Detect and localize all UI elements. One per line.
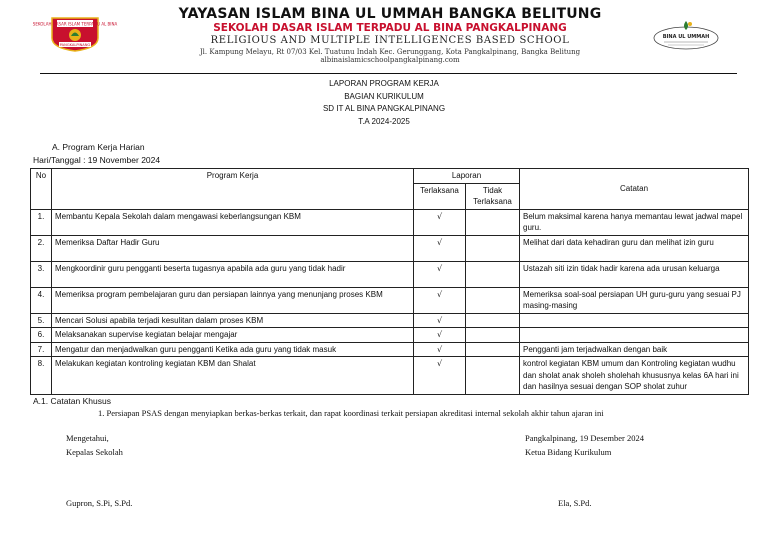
check-mark: √: [414, 209, 466, 235]
program-table: [30, 168, 749, 395]
row-catatan: Memeriksa soal-soal persiapan UH guru-guru yang sesuai PJ masing-masing: [520, 287, 749, 313]
row-program: Mencari Solusi apabila terjadi kesulitan dalam proses KBM: [52, 313, 414, 328]
letterhead-divider: [40, 73, 737, 74]
foundation-logo: [652, 18, 720, 52]
table-row: [31, 287, 749, 313]
table-row: [31, 357, 749, 395]
school-address: Jl. Kampung Melayu, Rt 07/03 Kel. Tuatunu Indah Kec. Gerunggang, Kota Pangkalpinang, Bangka Belitung: [199, 48, 581, 56]
row-catatan: Belum maksimal karena hanya memantau lewat jadwal mapel guru.: [520, 209, 749, 235]
row-program: Memeriksa program pembelajaran guru dan persiapan lainnya yang menunjang proses KBM: [52, 287, 414, 313]
report-title: LAPORAN PROGRAM KERJA: [329, 79, 439, 88]
table-row: [31, 209, 749, 235]
report-heading: [0, 78, 768, 128]
row-catatan: Pengganti jam terjadwalkan dengan baik: [520, 342, 749, 357]
row-program: Mengkoordinir guru pengganti beserta tugasnya apabila ada guru yang tidak hadir: [52, 261, 414, 287]
row-tidak: [466, 328, 520, 343]
row-tidak: [466, 342, 520, 357]
row-no: 2.: [31, 235, 52, 261]
row-catatan: Ustazah siti izin tidak hadir karena ada urusan keluarga: [520, 261, 749, 287]
row-tidak: [466, 357, 520, 395]
header-no: No: [31, 169, 52, 210]
check-mark: √: [414, 357, 466, 395]
row-program: Melaksanakan supervise kegiatan belajar mengajar: [52, 328, 414, 343]
logo-right-text: BINA UL UMMAH: [662, 34, 710, 40]
row-no: 4.: [31, 287, 52, 313]
place-date: Pangkalpinang, 19 Desember 2024: [525, 433, 644, 443]
row-program: Memeriksa Daftar Hadir Guru: [52, 235, 414, 261]
header-program: Program Kerja: [52, 169, 414, 210]
foundation-name: YAYASAN ISLAM BINA UL UMMAH BANGKA BELITUNG: [178, 6, 602, 22]
check-mark: √: [414, 235, 466, 261]
headmaster-label: Kepalas Sekolah: [66, 447, 123, 457]
header-catatan: Catatan: [520, 169, 749, 210]
row-tidak: [466, 209, 520, 235]
row-tidak: [466, 235, 520, 261]
acknowledged-label: Mengetahui,: [66, 433, 109, 443]
report-division: BAGIAN KURIKULUM: [344, 91, 424, 101]
logo-left-bottom-text: PANGKALPINANG: [59, 43, 91, 47]
section-a1-heading: A.1. Catatan Khusus: [33, 396, 111, 406]
curriculum-head-label: Ketua Bidang Kurikulum: [525, 447, 612, 457]
check-mark: √: [414, 342, 466, 357]
row-program: Membantu Kepala Sekolah dalam mengawasi keberlangsungan KBM: [52, 209, 414, 235]
table-row: [31, 235, 749, 261]
check-mark: √: [414, 261, 466, 287]
row-no: 7.: [31, 342, 52, 357]
row-catatan: Melihat dari data kehadiran guru dan melihat izin guru: [520, 235, 749, 261]
school-tagline: RELIGIOUS AND MULTIPLE INTELLIGENCES BASED SCHOOL: [210, 35, 570, 46]
row-tidak: [466, 313, 520, 328]
school-name: SEKOLAH DASAR ISLAM TERPADU AL BINA PANGKALPINANG: [213, 22, 567, 34]
row-catatan: [520, 328, 749, 343]
report-year: T.A 2024-2025: [358, 116, 410, 126]
school-logo: [32, 16, 118, 52]
date-line: Hari/Tanggal : 19 November 2024: [33, 155, 161, 165]
row-tidak: [466, 287, 520, 313]
signature-left: [66, 431, 123, 459]
table-header-row: [31, 169, 749, 184]
check-mark: √: [414, 328, 466, 343]
row-no: 5.: [31, 313, 52, 328]
header-tidak-terlaksana: Tidak Terlaksana: [466, 183, 520, 209]
table-row: [31, 342, 749, 357]
school-website: albinaislamicschoolpangkalpinang.com: [320, 56, 460, 64]
check-mark: √: [414, 287, 466, 313]
row-no: 6.: [31, 328, 52, 343]
row-no: 8.: [31, 357, 52, 395]
row-program: Melakukan kegiatan kontroling kegiatan KBM dan Shalat: [52, 357, 414, 395]
row-no: 1.: [31, 209, 52, 235]
row-program: Mengatur dan menjadwalkan guru pengganti Ketika ada guru yang tidak masuk: [52, 342, 414, 357]
row-no: 3.: [31, 261, 52, 287]
section-a-heading: A. Program Kerja Harian: [52, 142, 145, 152]
report-school: SD IT AL BINA PANGKALPINANG: [322, 104, 446, 113]
headmaster-name: Gupron, S.Pi, S.Pd.: [66, 498, 133, 508]
logo-left-top-text: SEKOLAH DASAR ISLAM TERPADU AL BINA: [32, 21, 118, 27]
table-row: [31, 261, 749, 287]
header-laporan: Laporan: [414, 169, 520, 184]
row-catatan: kontrol kegiatan KBM umum dan Kontroling kegiatan wudhu dan sholat anak sholeh sholehah khususnya kelas 6A hari ini dan hasilnya sesuai dengan SOP sholat zuhur: [520, 357, 749, 395]
curriculum-head-name: Ela, S.Pd.: [558, 498, 592, 508]
special-note: 1. Persiapan PSAS dengan menyiapkan berkas-berkas terkait, dan rapat koordinasi terkait persiapan akreditasi internal sekolah akhir tahun ajaran ini: [98, 408, 604, 418]
row-catatan: [520, 313, 749, 328]
table-row: [31, 328, 749, 343]
signature-right: [525, 431, 644, 459]
row-tidak: [466, 261, 520, 287]
header-terlaksana: Terlaksana: [414, 183, 466, 209]
check-mark: √: [414, 313, 466, 328]
table-row: [31, 313, 749, 328]
